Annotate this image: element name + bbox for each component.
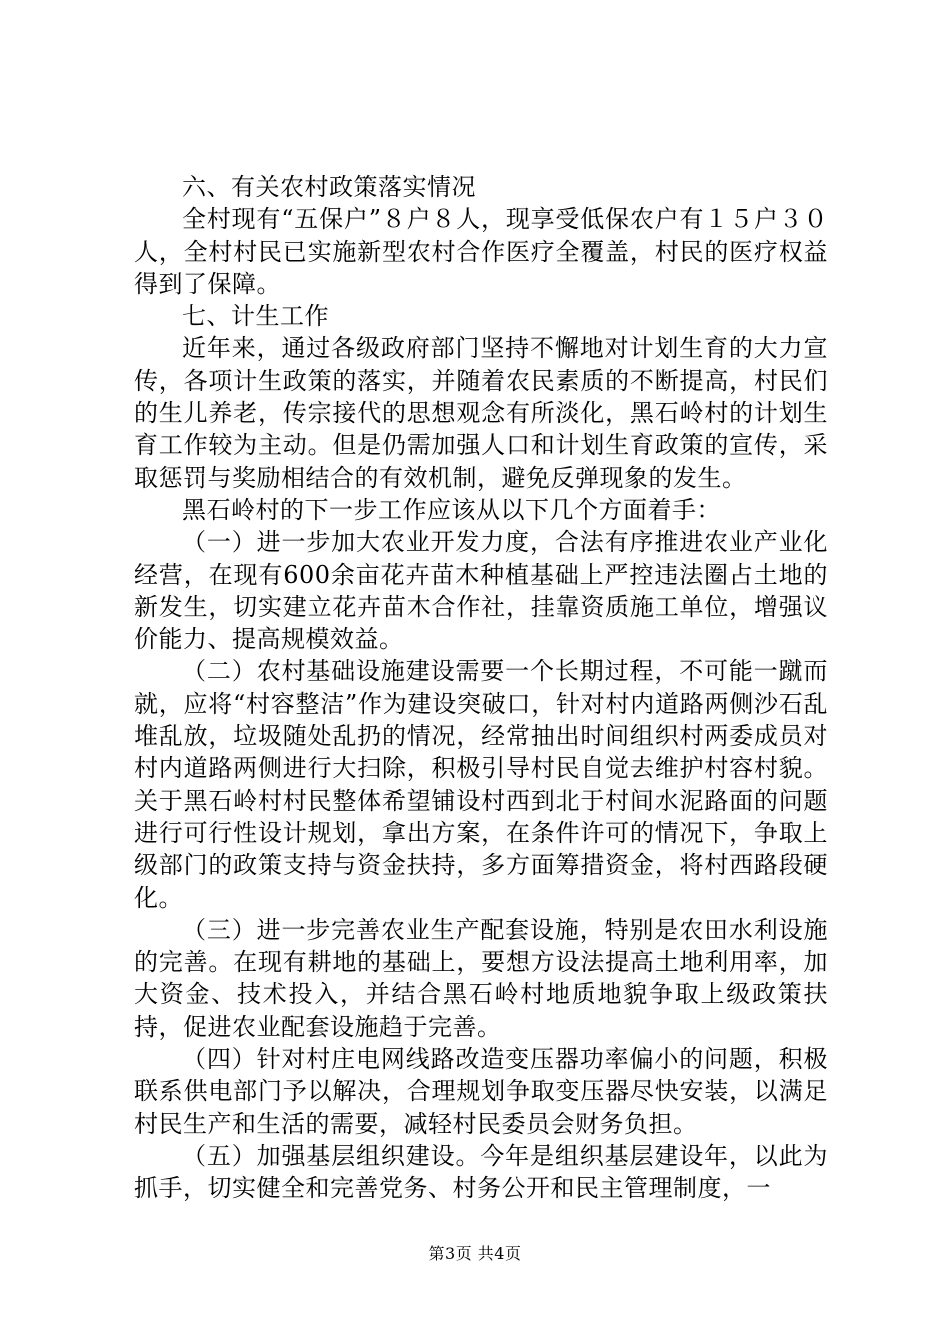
section-heading-policy: 六、有关农村政策落实情况 xyxy=(182,173,476,201)
paragraph-item-5: （五）加强基层组织建设。今年是组织基层建设年，以此为抓手，切实健全和完善党务、村务公开和民主管理制度，一 xyxy=(134,1141,828,1203)
page-footer: 第3页 共4页 xyxy=(428,1244,522,1263)
paragraph-family-planning: 近年来，通过各级政府部门坚持不懈地对计划生育的大力宣传，各项计生政策的落实，并随着农民素质的不断提高，村民们的生儿养老，传宗接代的思想观念有所淡化，黑石岭村的计划生育工作较为主动。但是仍需加强人口和计划生育政策的宣传，采取惩罚与奖励相结合的有效机制，避免反弹现象的发生。 xyxy=(134,334,828,492)
document-body xyxy=(134,171,828,1205)
section-heading-family-planning: 七、计生工作 xyxy=(182,302,329,331)
paragraph-item-4: （四）针对村庄电网线路改造变压器功率偏小的问题，积极联系供电部门予以解决，合理规划争取变压器尽快安装，以满足村民生产和生活的需要，减轻村民委员会财务负担。 xyxy=(134,1045,828,1138)
paragraph-next-steps-intro: 黑石岭村的下一步工作应该从以下几个方面着手： xyxy=(182,495,721,524)
paragraph-item-3: （三）进一步完善农业生产配套设施，特别是农田水利设施的完善。在现有耕地的基础上，要想方设法提高土地利用率，加大资金、技术投入，并结合黑石岭村地质地貌争取上级政策扶持，促进农业配套设施趋于完善。 xyxy=(134,915,828,1041)
paragraph-policy: 全村现有“五保户”８户８人，现享受低保农户有１５户３０人，全村村民已实施新型农村合作医疗全覆盖，村民的医疗权益得到了保障。 xyxy=(134,205,828,298)
paragraph-item-2: （二）农村基础设施建设需要一个长期过程，不可能一蹴而就，应将“村容整洁”作为建设突破口，针对村内道路两侧沙石乱堆乱放，垃圾随处乱扔的情况，经常抽出时间组织村两委成员对村内道路两侧进行大扫除，积极引导村民自觉去维护村容村貌。关于黑石岭村村民整体希望铺设村西到北于村间水泥路面的问题进行可行性设计规划，拿出方案，在条件许可的情况下，争取上级部门的政策支持与资金扶持，多方面筹措资金，将村西路段硬化。 xyxy=(134,657,828,912)
paragraph-item-1: （一）进一步加大农业开发力度，合法有序推进农业产业化经营，在现有600余亩花卉苗木种植基础上严控违法圈占土地的新发生，切实建立花卉苗木合作社，挂靠资质施工单位，增强议价能力、提高规模效益。 xyxy=(134,528,828,654)
